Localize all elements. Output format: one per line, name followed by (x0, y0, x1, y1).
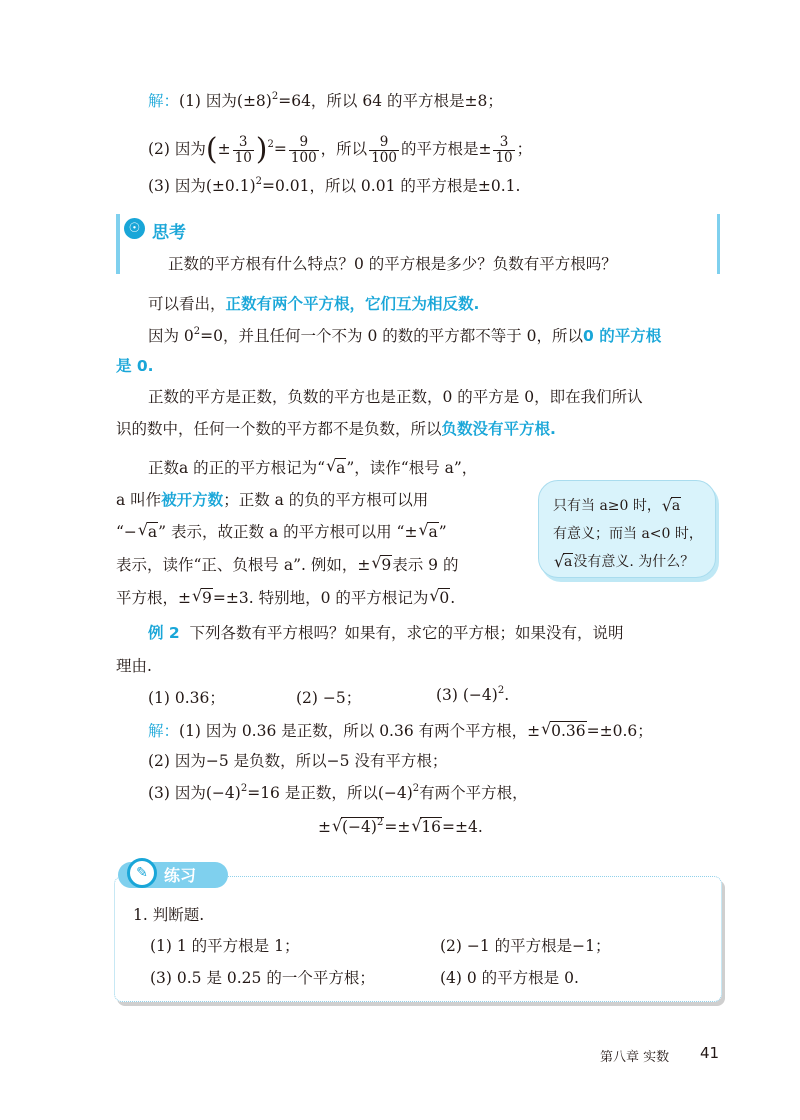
note-line1: 只有当 a≥0 时，√ a (553, 495, 681, 515)
paragraph-3-line1: 正数的平方是正数，负数的平方也是正数，0 的平方是 0，即在我们所认 (148, 388, 643, 406)
fraction: $\frac{9}{100}$ (371, 133, 397, 166)
paragraph-4-line3 (116, 521, 447, 543)
radical: √ 0 (429, 587, 450, 609)
exercise-title: 练习 (164, 866, 197, 885)
text: =16 是正数，所以(−4) (247, 784, 413, 802)
exponent: 2 (412, 783, 420, 794)
solution1-line3 (148, 175, 520, 197)
side-note (538, 480, 716, 578)
exercise-item4: (4) 0 的平方根是 0. (440, 969, 579, 987)
paren: ) (255, 132, 268, 167)
think-question: 正数的平方根有什么特点？0 的平方根是多少？负数有平方根吗？ (168, 255, 617, 273)
solution1-line2 (148, 132, 532, 166)
example2-item2: (2) −5； (296, 689, 362, 707)
text: 可以看出， (148, 295, 226, 313)
text: (1) 因为(±8) (179, 92, 272, 110)
paragraph-2-line1 (148, 325, 661, 347)
highlight-text: 负数没有平方根. (441, 420, 556, 438)
paren: ( (205, 132, 218, 167)
paragraph-4-line5 (116, 587, 455, 609)
solution2-line2: (2) 因为−5 是负数，所以−5 没有平方根； (148, 752, 448, 770)
exercise-item1: (1) 1 的平方根是 1； (150, 937, 300, 955)
text: 平方根，± (116, 589, 191, 607)
example2-item1: (1) 0.36； (148, 689, 225, 707)
solution-label: 解： (148, 722, 180, 740)
fraction: $\frac{3}{10}$ (495, 133, 513, 166)
text: 下列各数有平方根吗？如果有，求它的平方根；如果没有，说明 (189, 624, 624, 642)
text: 识的数中，任何一个数的平方都不是负数，所以 (116, 420, 442, 438)
text: 表示，读作“正、负根号 a”. 例如，± (116, 556, 371, 574)
solution2-line3 (148, 782, 528, 804)
paragraph-2-line2: 是 0. (116, 357, 154, 375)
solution2-line1 (148, 720, 653, 742)
text: ” 表示，故正数 a 的平方根可以用 “± (158, 523, 418, 541)
solution2-line4: ±√ $(-4)^2=\pm√$ 16=±4. (318, 818, 483, 836)
text: (3) 因为(−4) (148, 784, 241, 802)
text: = (273, 140, 287, 158)
text: ，所以 (320, 140, 368, 158)
radical: √ a (138, 521, 158, 543)
example2-item3: (3) $(-4)^2$. (436, 685, 510, 704)
exercise-question: 1. 判断题. (133, 906, 205, 924)
paragraph-1 (148, 293, 479, 315)
paragraph-4-line2 (116, 489, 428, 511)
text: a 叫作 (116, 491, 162, 509)
page-number: 41 (700, 1044, 720, 1062)
text: =0.01，所以 0.01 的平方根是±0.1. (262, 177, 521, 195)
highlight-text: 正数有两个平方根，它们互为相反数. (225, 295, 480, 313)
chapter-label: 第八章 实数 (600, 1050, 670, 1065)
text: (2) 因为 (148, 140, 206, 158)
radical: √ 0.36 (541, 720, 587, 742)
exercise-item3: (3) 0.5 是 0.25 的一个平方根； (150, 969, 375, 987)
exponent: 2 (271, 91, 279, 102)
exercise-item2: (2) −1 的平方根是−1； (440, 937, 611, 955)
lightbulb-icon: ☉ (124, 218, 145, 239)
radical: √ 9 (371, 554, 392, 576)
think-box (116, 214, 720, 274)
exponent: 2 (240, 783, 248, 794)
text: . (450, 589, 456, 607)
text: 的平方根是± (400, 140, 492, 158)
text: =±0.6； (586, 722, 653, 740)
text: ” (438, 523, 447, 541)
note-line3: √ a没有意义. 为什么？ (553, 551, 694, 571)
pencil-icon: ✎ (127, 858, 157, 888)
exponent: 2 (193, 326, 201, 337)
text: “− (116, 523, 137, 541)
text: ；正数 a 的负的平方根可以用 (223, 491, 429, 509)
exponent: 2 (255, 176, 262, 187)
text: =64，所以 64 的平方根是±8； (278, 92, 503, 110)
text: ± (217, 140, 231, 158)
think-left-bar (116, 214, 120, 274)
solution1-line1 (148, 90, 503, 112)
text: ； (516, 140, 533, 158)
text: =0，并且任何一个不为 0 的数的平方都不等于 0，所以 (200, 327, 584, 345)
radical: √ a (326, 457, 346, 479)
radical: √ 9 (192, 587, 213, 609)
fraction: $\frac{3}{10}$ (234, 133, 252, 166)
note-line2: 有意义；而当 a<0 时， (553, 526, 703, 542)
text: (1) 因为 0.36 是正数，所以 0.36 有两个平方根，± (179, 722, 541, 740)
example2-line1 (148, 622, 624, 644)
solution-label: 解： (148, 92, 180, 110)
text: ”，读作“根号 a”， (346, 459, 478, 477)
text: (3) 因为(±0.1) (148, 177, 256, 195)
highlight-text: 被开方数 (161, 491, 224, 509)
paragraph-4-line1 (148, 457, 477, 479)
text: 因为 0 (148, 327, 194, 345)
text: 正数a 的正的平方根记为“ (148, 459, 326, 477)
radical: √ a (418, 521, 438, 543)
text: =±3. 特别地，0 的平方根记为 (212, 589, 429, 607)
text: 有两个平方根， (419, 784, 528, 802)
example-label: 例 2 (148, 624, 180, 642)
think-right-bar (717, 214, 720, 274)
example2-line2: 理由. (116, 657, 152, 675)
paragraph-3-line2 (116, 418, 556, 440)
highlight-text: 0 的平方根 (583, 327, 662, 345)
text: 表示 9 的 (392, 556, 459, 574)
exponent: 2 (267, 139, 274, 150)
think-title: 思考 (152, 223, 186, 243)
paragraph-4-line4 (116, 554, 458, 576)
fraction: $\frac{9}{100}$ (290, 133, 317, 166)
